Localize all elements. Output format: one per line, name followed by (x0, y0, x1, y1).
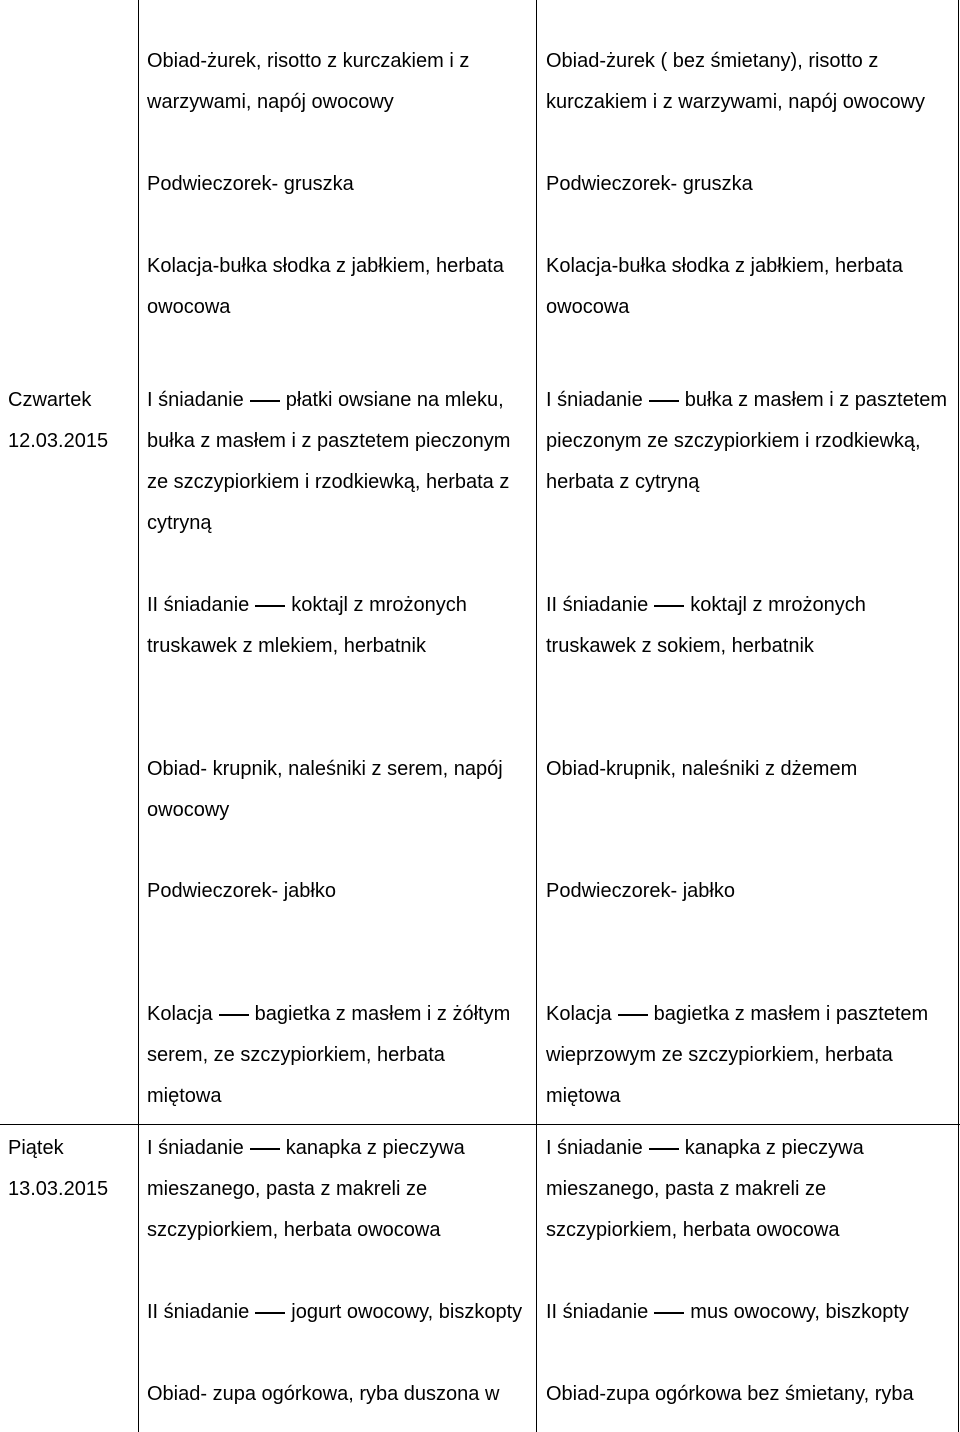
meal-label: I śniadanie (147, 1137, 244, 1159)
menu-line: owocowy (147, 799, 230, 821)
menu-line: szczypiorkiem, herbata owocowa (546, 1219, 840, 1241)
column-divider (536, 0, 537, 1432)
menu-line: kurczakiem i z warzywami, napój owocowy (546, 91, 926, 113)
dash-separator (649, 1148, 679, 1150)
meal-description: jogurt owocowy, biszkopty (291, 1301, 523, 1323)
menu-cell-right (546, 1374, 914, 1415)
column-divider (138, 0, 139, 1432)
menu-line: warzywami, napój owocowy (147, 91, 394, 113)
menu-line (546, 380, 947, 421)
menu-cell-right (546, 41, 925, 123)
menu-cell-left (147, 585, 467, 667)
menu-cell-left (147, 1292, 522, 1333)
menu-cell-right (546, 585, 866, 667)
dash-separator (219, 1014, 249, 1016)
meal-description: bagietka z masłem i z żółtym (254, 1003, 511, 1025)
meal-label: I śniadanie (546, 389, 643, 411)
meal-description: koktajl z mrożonych (690, 594, 866, 616)
menu-line: ze szczypiorkiem i rzodkiewką, herbata z (147, 471, 510, 493)
menu-line: truskawek z sokiem, herbatnik (546, 635, 814, 657)
menu-line: Podwieczorek- gruszka (147, 173, 354, 195)
menu-line (546, 994, 928, 1035)
menu-line: mieszanego, pasta z makreli ze (147, 1178, 428, 1200)
meal-description: płatki owsiane na mleku, (285, 389, 504, 411)
menu-line: owocowa (147, 296, 231, 318)
menu-line: truskawek z mlekiem, herbatnik (147, 635, 426, 657)
day-name: Czwartek (8, 389, 92, 411)
menu-line: Obiad-żurek, risotto z kurczakiem i z (147, 50, 470, 72)
menu-line: Obiad- zupa ogórkowa, ryba duszona w (147, 1383, 500, 1405)
menu-cell-right (546, 380, 947, 503)
meal-label: I śniadanie (147, 389, 244, 411)
meal-label: II śniadanie (546, 1301, 649, 1323)
table-border-right (958, 0, 959, 1432)
dash-separator (649, 400, 679, 402)
meal-description: koktajl z mrożonych (291, 594, 467, 616)
menu-cell-left (147, 41, 469, 123)
menu-cell-right (546, 1128, 864, 1251)
dash-separator (654, 1312, 684, 1314)
menu-cell-left (147, 749, 503, 831)
menu-line (147, 1292, 522, 1333)
menu-line: wieprzowym ze szczypiorkiem, herbata (546, 1044, 893, 1066)
menu-line (147, 380, 510, 421)
menu-cell-left (147, 246, 504, 328)
meal-description: bagietka z masłem i pasztetem (653, 1003, 929, 1025)
menu-cell-right (546, 164, 753, 205)
menu-line: herbata z cytryną (546, 471, 700, 493)
menu-cell-right (546, 994, 928, 1117)
meal-label: II śniadanie (546, 594, 649, 616)
dash-separator (654, 605, 684, 607)
menu-cell-left (147, 994, 510, 1117)
dash-separator (255, 1312, 285, 1314)
meal-label: Kolacja (546, 1003, 612, 1025)
meal-label: Kolacja (147, 1003, 213, 1025)
dash-separator (250, 400, 280, 402)
menu-line: owocowa (546, 296, 630, 318)
dash-separator (618, 1014, 648, 1016)
dash-separator (250, 1148, 280, 1150)
menu-line: cytryną (147, 512, 212, 534)
menu-line: Kolacja-bułka słodka z jabłkiem, herbata (546, 255, 903, 277)
menu-line (546, 1128, 864, 1169)
meal-description: bułka z masłem i z pasztetem (684, 389, 948, 411)
menu-line: Obiad-krupnik, naleśniki z dżemem (546, 758, 858, 780)
meal-label: II śniadanie (147, 1301, 250, 1323)
menu-cell-right (546, 1292, 909, 1333)
day-name: Piątek (8, 1137, 64, 1159)
day-label (8, 380, 108, 462)
menu-line: bułka z masłem i z pasztetem pieczonym (147, 430, 511, 452)
menu-line (147, 1128, 465, 1169)
menu-line: mieszanego, pasta z makreli ze (546, 1178, 827, 1200)
menu-line (546, 1292, 909, 1333)
menu-line: Obiad-zupa ogórkowa bez śmietany, ryba (546, 1383, 914, 1405)
menu-line (546, 585, 866, 626)
dash-separator (255, 605, 285, 607)
menu-line: Podwieczorek- gruszka (546, 173, 753, 195)
menu-cell-left (147, 1128, 465, 1251)
menu-cell-right (546, 871, 735, 912)
menu-line: serem, ze szczypiorkiem, herbata (147, 1044, 445, 1066)
day-label (8, 1128, 108, 1210)
menu-line: szczypiorkiem, herbata owocowa (147, 1219, 441, 1241)
menu-line: Podwieczorek- jabłko (147, 880, 336, 902)
menu-line (147, 585, 467, 626)
menu-line: Obiad-żurek ( bez śmietany), risotto z (546, 50, 879, 72)
menu-cell-left (147, 1374, 499, 1415)
menu-line: Podwieczorek- jabłko (546, 880, 735, 902)
menu-line: miętowa (147, 1085, 222, 1107)
menu-cell-left (147, 164, 354, 205)
menu-line (147, 994, 510, 1035)
meal-label: I śniadanie (546, 1137, 643, 1159)
day-date: 12.03.2015 (8, 430, 109, 452)
meal-description: kanapka z pieczywa (285, 1137, 465, 1159)
menu-line: pieczonym ze szczypiorkiem i rzodkiewką, (546, 430, 921, 452)
menu-line: Kolacja-bułka słodka z jabłkiem, herbata (147, 255, 504, 277)
menu-line: Obiad- krupnik, naleśniki z serem, napój (147, 758, 503, 780)
menu-cell-right (546, 246, 903, 328)
day-date: 13.03.2015 (8, 1178, 109, 1200)
menu-cell-left (147, 871, 336, 912)
row-divider (0, 1124, 960, 1125)
menu-line: miętowa (546, 1085, 621, 1107)
menu-cell-right (546, 749, 857, 790)
meal-label: II śniadanie (147, 594, 250, 616)
menu-cell-left (147, 380, 510, 544)
meal-description: kanapka z pieczywa (684, 1137, 864, 1159)
meal-description: mus owocowy, biszkopty (690, 1301, 909, 1323)
